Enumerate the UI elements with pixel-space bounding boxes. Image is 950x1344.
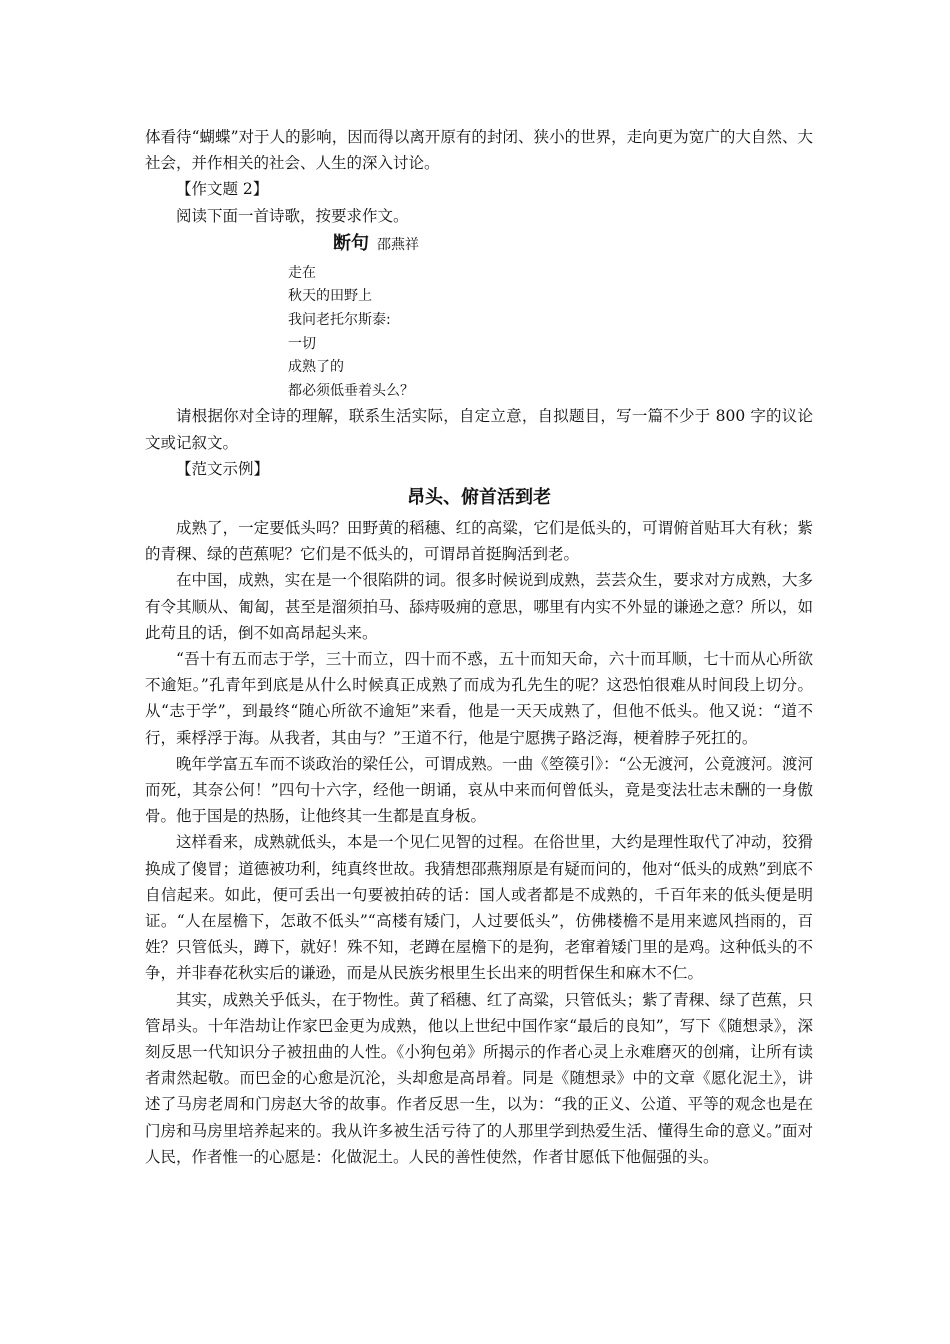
poem-author: 邵燕祥 — [377, 236, 419, 253]
poem-line: 走在 — [288, 264, 316, 281]
essay-body — [145, 515, 813, 1170]
prompt-label: 【作文题 2】 — [176, 180, 269, 199]
poem-heading — [145, 231, 813, 258]
essay-paragraph: 其实，成熟关乎低头，在于物性。黄了稻穗、红了高粱，只管低头；紫了青稞、绿了芭蕉，只管昂头。十年浩劫让作家巴金更为成熟，他以上世纪中国作家“最后的良知”，写下《随想录》，深刻反思一代知识分子被扭曲的人性。《小狗包弟》所揭示的作者心灵上永难磨灭的创痛，让所有读者肃然起敬。而巴金的心愈是沉沦，头却愈是高昂着。同是《随想录》中的文章《愿化泥土》，讲述了马房老周和门房赵大爷的故事。作者反思一生，以为：“我的正义、公道、平等的观念也是在门房和马房里培养起来的。我从许多被生活亏待了的人那里学到热爱生活、懂得生命的意义。”面对人民，作者惟一的心愿是：化做泥土。人民的善性使然，作者甘愿低下他倔强的头。 — [145, 990, 813, 1166]
poem-line: 都必须低垂着头么？ — [288, 382, 414, 399]
poem-line: 成熟了的 — [288, 359, 344, 376]
poem-title: 断句 — [333, 232, 369, 254]
poem-line: 一切 — [288, 335, 316, 352]
sample-label: 【范文示例】 — [176, 459, 270, 478]
intro-paragraph: 体看待“蝴蝶”对于人的影响，因而得以离开原有的封闭、狭小的世界，走向更为宽广的大自然、大社会，并作相关的社会、人生的深入讨论。 — [145, 128, 813, 173]
poem-line: 秋天的田野上 — [288, 288, 372, 305]
essay-paragraph: 在中国，成熟，实在是一个很陷阱的词。很多时候说到成熟，芸芸众生，要求对方成熟，大多有令其顺从、匍匐，甚至是溜须拍马、舔痔吸痈的意思，哪里有内实不外显的谦逊之意？所以，如此苟且的话，倒不如高昂起头来。 — [145, 571, 813, 642]
poem-line: 我问老托尔斯泰: — [288, 312, 391, 328]
essay-paragraph: 成熟了，一定要低头吗？田野黄的稻穗、红的高粱，它们是低头的，可谓俯首贴耳大有秋；紫的青稞、绿的芭蕉呢？它们是不低头的，可谓昂首挺胸活到老。 — [145, 518, 813, 564]
task-text: 请根据你对全诗的理解，联系生活实际，自定立意，自拟题目，写一篇不少于 800 字的议论文或记叙文。 — [145, 407, 813, 452]
essay-paragraph: 这样看来，成熟就低头，本是一个见仁见智的过程。在俗世里，大约是理性取代了冲动，狡猾换成了傻冒；道德被功利，纯真终世故。我猜想邵燕翔原是有疑而问的，他对“低头的成熟”到底不自信起来。如此，便可丢出一句要被拍砖的话：国人或者都是不成熟的，千百年来的低头便是明证。“人在屋檐下，怎敢不低头”“高楼有矮门，人过要低头”，仿佛楼檐不是用来遮风挡雨的，百姓？只管低头，蹲下，就好！殊不知，老蹲在屋檐下的是狗，老窜着矮门里的是鸡。这种低头的不争，并非春花秋实后的谦逊，而是从民族劣根里生长出来的明哲保生和麻木不仁。 — [145, 833, 813, 983]
essay-paragraph: 晚年学富五车而不谈政治的梁任公，可谓成熟。一曲《箜篌引》：“公无渡河，公竟渡河。渡河而死，其奈公何！”四句十六字，经他一朗诵，哀从中来而何曾低头，竟是变法壮志未酬的一身傲骨。他于国是的热肠，让他终其一生都是直身板。 — [145, 754, 813, 826]
essay-title: 昂头、俯首活到老 — [407, 486, 551, 508]
poem-body — [145, 262, 813, 404]
prompt-instruction: 阅读下面一首诗歌，按要求作文。 — [176, 206, 409, 225]
document-page — [145, 124, 813, 1170]
essay-paragraph: “吾十有五而志于学，三十而立，四十而不惑，五十而知天命，六十而耳顺，七十而从心所欲不逾矩。”孔青年到底是从什么时候真正成熟了而成为孔先生的呢？这恐怕很难从时间段上切分。从“志于学”，到最终“随心所欲不逾矩”来看，他是一天天成熟了，但他不低头。他又说：“道不行，乘桴浮于海。从我者，其由与？”王道不行，他是宁愿携子路泛海，梗着脖子死扛的。 — [145, 650, 813, 747]
